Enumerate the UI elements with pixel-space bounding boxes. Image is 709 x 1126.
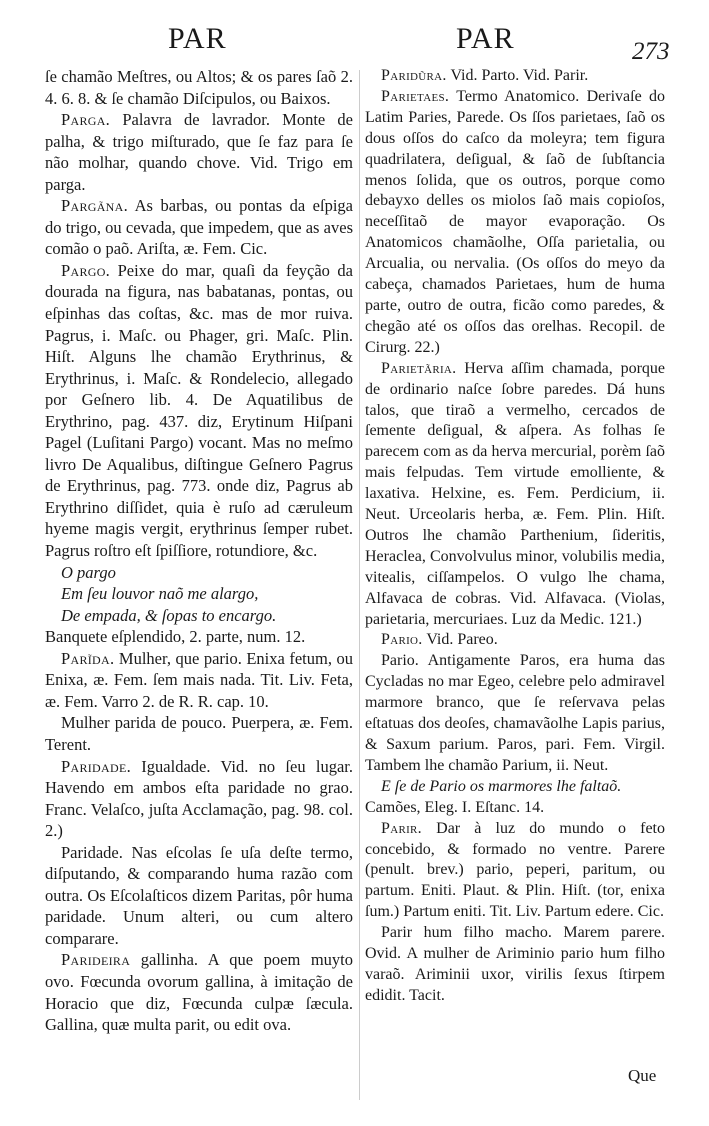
entry-text: Termo Anatomico. Derivaſe do Latim Paries, Parede. Os ſſos parietaes, ſaõ os dous oſſos do caſco da moleyra; tem figura quadrilatera, deſigual, & ſaõ de ſubſtancia menos ſolida, que os outros, porque como debayxo delles os miolos ſaõ mais copioſos, neceſſitaõ de mayor evaporação. Os Anatomicos chamãolhe, Oſſa parietalia, ou Arcualia, ou nervalia. (Os oſſos do meyo da cabeça, chamados Parietaes, hum de huma parte, outro de outra, ficão como paredes, & chegão até os oſſos das orelhas. Recopil. de Cirurg. 22.) <box>365 87 665 356</box>
entry-headword: Parideira <box>61 950 131 970</box>
entry-headword: Parietaes. <box>381 87 450 105</box>
entry-text: Parir hum filho macho. Marem parere. Ovid. A mulher de Ariminio pario hum filho varaõ. Ariminii uxor, virilis ſexus ſtirpem edidit. Tacit. <box>365 924 665 1004</box>
entry-headword: Pario. <box>381 631 423 649</box>
entry-text: Igualdade. Vid. no ſeu lugar. Havendo em ambos eſta paridade no grao. Franc. Velaſco, juſta Acclamação, pag. 98. col. 2.) <box>45 756 353 841</box>
entry-headword: Parietãria. <box>381 359 457 377</box>
entry-headword: Parir. <box>381 819 422 837</box>
verse-line: E ſe de Pario os marmores lhe faltaõ. <box>381 777 622 795</box>
dictionary-entry <box>45 109 353 195</box>
entry-headword: Parĩda. <box>61 648 115 668</box>
entry-text: Peixe do mar, quaſi da feyção da dourada na figura, nas babatanas, pontas, ou eſpinhas das coſtas, &c. mas de mor ruiva. Pagrus, i. Maſc. ou Phager, gri. Maſc. Plin. Hiſt. Alguns lhe chamão Erythrinus, & Erythrinus, i. Maſc. & Rondelecio, allegado por Geſnero lib. 4. De Aquatilibus de Erythrino, pag. 437. diz, Erytinum Hiſpani Pagel (Luſitani Pargo) vocant. Mas no meſmo livro De Aqualibus, diſtingue Geſnero Pagrus de Erythrinus, pag. 773. onde diz, Pagrus ab Erythrino diſſidet, quia è ruſo ad cæruleum hyeme magis vergit, erythrinus ſemper rubet. Pagrus roſtro eſt ſpiſſiore, rotundiore, &c. <box>45 260 353 561</box>
dictionary-entry <box>365 651 665 776</box>
dictionary-entry <box>45 195 353 260</box>
entry-text: Mulher parida de pouco. Puerpera, æ. Fem. Terent. <box>45 713 353 754</box>
entry-text: Mulher, que pario. Enixa fetum, ou Enixa, æ. Fem. ſem mais nada. Tit. Liv. Feta, æ. Fem. Varro 2. de R. R. cap. 10. <box>45 648 353 711</box>
entry-text: Herva aſſim chamada, porque de ordinario naſce ſobre paredes. Dá huns talos, que tiraõ a vermelho, cercados de ſemente deſigual, & aſpera. As folhas ſe parecem com as da herva mercurial, porèm ſaõ mais felpudas. Tem virtude emolliente, & laxativa. Helxine, es. Fem. Perdicium, ii. Neut. Urceolaris herba, æ. Fem. Plin. Hiſt. Outros lhe chamão Parthenium, ſideritis, Heraclea, Convolvulus minor, volubilis media, vitealis, ciſſampelos. O vulgo lhe chama, Alfavaca de cobras. Vid. Alfavaca. (Violas, parietaria, mercuriaes. Luz da Medic. 121.) <box>365 359 666 628</box>
dictionary-entry <box>365 819 665 924</box>
dictionary-entry <box>45 756 353 842</box>
entry-headword: Parga. <box>61 110 111 130</box>
right-column <box>365 66 665 1007</box>
dictionary-entry <box>365 66 665 87</box>
verse-line: Em ſeu louvor naõ me alargo, <box>61 584 259 604</box>
page-number: 273 <box>632 38 670 65</box>
dictionary-entry <box>365 87 665 359</box>
dictionary-entry <box>365 359 665 631</box>
dictionary-entry <box>365 630 665 651</box>
dictionary-entry <box>45 949 353 1035</box>
dictionary-entry <box>45 712 353 755</box>
entry-headword: Paridũra. <box>381 67 447 84</box>
citation: Banquete eſplendido, 2. parte, num. 12. <box>45 627 306 647</box>
entry-text: gallinha. A que poem muyto ovo. Fœcunda ovorum gallina, à imitação de Horacio que diz, Fœcunda culpæ ſæcula. Gallina, quæ multa parit, ou edit ova. <box>45 950 354 1035</box>
entry-text: Palavra de lavrador. Monte de palha, & trigo miſturado, que ſe faz para ſe não molhar, quando chove. Vid. Trigo em parga. <box>45 110 353 194</box>
entry-text: As barbas, ou pontas da eſpiga do trigo, ou cevada, que impedem, que as aves comão o paõ. Ariſta, æ. Fem. Cic. <box>45 196 354 259</box>
verse-line: O pargo <box>61 562 116 582</box>
catchword: Que <box>628 1066 657 1085</box>
entry-text: ſe chamão Meſtres, ou Altos; & os pares ſaõ 2. 4. 6. 8. & ſe chamão Diſcipulos, ou Baixos. <box>45 67 353 108</box>
dictionary-entry <box>45 260 353 562</box>
dictionary-entry <box>45 842 353 950</box>
left-column <box>45 66 353 1036</box>
entry-text: Paridade. Nas eſcolas ſe uſa deſte termo, diſputando, & comparando huma razão com outra. Os Eſcolaſticos dizem Paritas, pôr huma paridade. Unum alteri, ou cum altero comparare. <box>45 842 353 948</box>
entry-text: Dar à luz do mundo o feto concebido, & formado no ventre. Parere (penult. brev.) pario, peperi, paritum, ou partum. Eniti. Plaut. & Plin. Hiſt. (tor, enixa ſum.) Partum eniti. Tit. Liv. Partum edere. Cic. <box>365 819 666 921</box>
running-head-right: PAR <box>456 22 515 55</box>
entry-headword: Paridade. <box>61 756 131 776</box>
entry-text: Vid. Pareo. <box>426 631 498 649</box>
dictionary-entry <box>45 66 353 109</box>
citation: Camões, Eleg. I. Eſtanc. 14. <box>365 798 545 816</box>
entry-text: Pario. Antigamente Paros, era huma das Cycladas no mar Egeo, celebre pelo admiravel marmore branco, que ſe reſervava pelas eſtatuas dos deoſes, chamavãolhe Lapis parius, & Saxum parium. Paros, pari. Fem. Virgil. Tambem lhe chamão Parium, ii. Neut. <box>365 652 665 774</box>
entry-headword: Pargo. <box>61 260 111 280</box>
running-head-left: PAR <box>168 22 227 55</box>
entry-text: Vid. Parto. Vid. Parir. <box>450 67 589 84</box>
column-divider <box>359 70 360 1100</box>
dictionary-entry <box>365 923 665 1007</box>
verse-line: De empada, & ſopas to encargo. <box>61 605 277 625</box>
entry-headword: Pargãna. <box>61 196 129 216</box>
dictionary-entry <box>45 648 353 713</box>
